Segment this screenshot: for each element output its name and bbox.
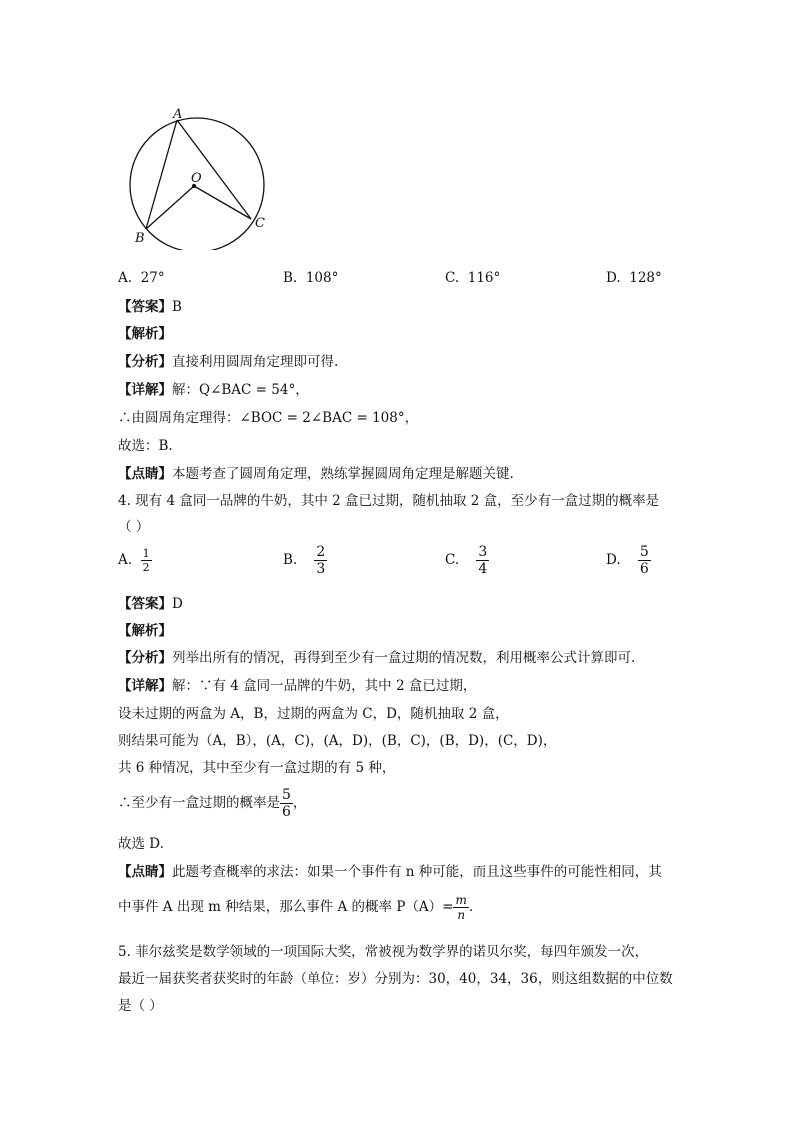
radius-OC — [194, 186, 251, 219]
q3-answer: 【答案】B — [118, 299, 182, 315]
label-A: A — [173, 107, 183, 122]
q5-line2: 最近一届获奖者获奖时的年龄（单位：岁）分别为：30，40，34，36，则这组数据的中位数 — [118, 971, 673, 987]
fraction: $\frac{5}{6}$ — [282, 787, 291, 820]
label-B: B — [135, 231, 145, 246]
q3-option-c: C. 116° — [445, 270, 501, 286]
circle-figure — [118, 100, 278, 250]
q3-option-b: B. 108° — [283, 270, 339, 286]
chord-AC — [177, 120, 251, 219]
q4-stem-line2: （ ） — [118, 519, 150, 535]
q3-dianjing: 【点睛】本题考查了圆周角定理，熟练掌握圆周角定理是解题关键. — [118, 466, 514, 482]
q4-xiangjie: 【详解】解：∵有 4 盒同一品牌的牛奶，其中 2 盒已过期， — [118, 678, 477, 694]
q3-option-a: A. 27° — [118, 270, 165, 286]
q4-step3: 则结果可能为（A，B），(A，C)，(A，D)，(B，C)，(B，D)，(C，D)， — [118, 733, 557, 749]
q3-fenxi: 【分析】直接利用圆周角定理即可得. — [118, 354, 339, 370]
q4-option-b: B. $\frac{2}{3}$ — [283, 544, 326, 577]
q4-step6: 故选 D. — [118, 836, 164, 852]
fraction: $\frac{2}{3}$ — [316, 544, 326, 577]
q4-step5: ∴至少有一盒过期的概率是 $\frac{5}{6}$ ， — [118, 787, 307, 820]
q3-analysis-tag: 【解析】 — [118, 326, 172, 342]
q4-option-c: C. $\frac{3}{4}$ — [445, 544, 488, 577]
q4-step4: 共 6 种情况，其中至少有一盒过期的有 5 种， — [118, 760, 396, 776]
radius-OB — [146, 186, 194, 229]
label-C: C — [255, 216, 265, 231]
q3-step3: 故选：B. — [118, 438, 173, 454]
q3-step2: ∴由圆周角定理得：∠BOC = 2∠BAC = 108°， — [118, 410, 419, 426]
q5-line3: 是（ ） — [118, 998, 163, 1014]
fraction: $\frac{5}{6}$ — [639, 544, 649, 577]
q4-answer: 【答案】D — [118, 596, 183, 612]
q3-option-d: D. 128° — [606, 270, 662, 286]
q3-xiangjie: 【详解】解：Q∠BAC = 54°， — [118, 382, 309, 398]
fraction: $\frac{1}{2}$ — [142, 547, 150, 574]
fraction: $\frac{3}{4}$ — [478, 544, 488, 577]
q5-line1: 5. 菲尔兹奖是数学领域的一项国际大奖，常被视为数学界的诺贝尔奖，每四年颁发一次， — [118, 944, 649, 960]
q4-stem-line1: 4. 现有 4 盒同一品牌的牛奶，其中 2 盒已过期，随机抽取 2 盒，至少有一盒过期的概率是 — [118, 493, 660, 509]
q4-option-d: D. $\frac{5}{6}$ — [606, 544, 649, 577]
q4-option-a: A. $\frac{1}{2}$ — [118, 547, 150, 574]
q4-step2: 设未过期的两盒为 A，B，过期的两盒为 C，D，随机抽取 2 盒， — [118, 706, 509, 722]
q4-analysis-tag: 【解析】 — [118, 623, 172, 639]
q4-fenxi: 【分析】列举出所有的情况，再得到至少有一盒过期的情况数，利用概率公式计算即可. — [118, 650, 636, 666]
label-O: O — [191, 171, 202, 186]
q4-dianjing-line2: 中事件 A 出现 m 种结果，那么事件 A 的概率 P（A）= $\frac{m}{n}$ . — [118, 893, 474, 922]
fraction: $\frac{m}{n}$ — [455, 893, 467, 922]
q4-dianjing-line1: 【点睛】此题考查概率的求法：如果一个事件有 n 种可能，而且这些事件的可能性相同，其 — [118, 864, 662, 880]
